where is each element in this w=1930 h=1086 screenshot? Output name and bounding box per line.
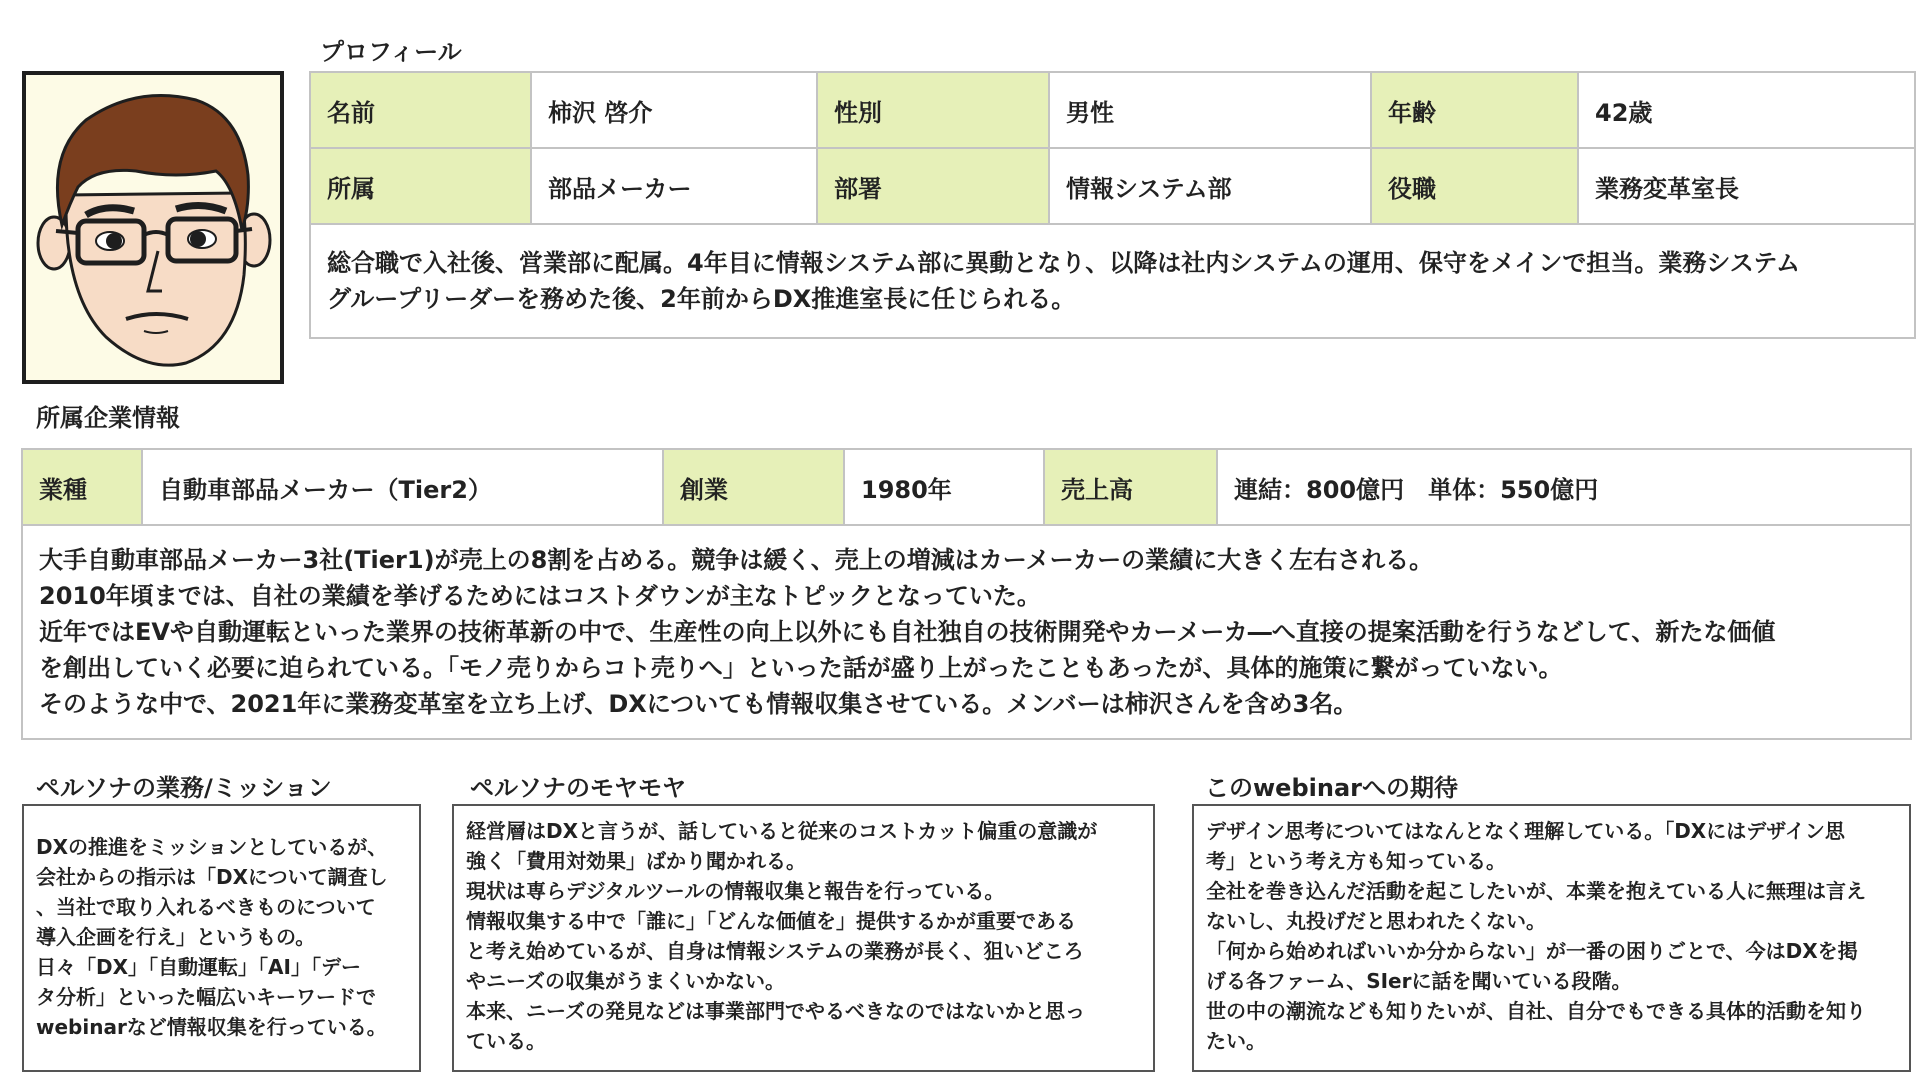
expectations-line: 世の中の潮流なども知りたいが、自社、自分でもできる具体的活動を知り [1206,999,1866,1023]
mission-box [22,804,421,1072]
company-description-line: 2010年頃までは、自社の業績を挙げるためにはコストダウンが主なトピックとなっていた。 [39,582,1041,610]
profile-description [310,224,1915,338]
industry-label: 業種 [22,449,142,525]
concerns-line: と考え始めているが、自身は情報システムの業務が長く、狙いどころ [466,939,1084,963]
company-description-line: 大手自動車部品メーカー3社(Tier1)が売上の8割を占める。競争は緩く、売上の増減はカーメーカーの業績に大きく左右される。 [39,546,1434,574]
expectations-line: デザイン思考についてはなんとなく理解している。「DXにはデザイン思 [1206,819,1845,843]
expectations-line: 全社を巻き込んだ活動を起こしたいが、本業を抱えている人に無理は言え [1206,879,1866,903]
department-label: 部署 [817,148,1049,224]
expectations-line: 考」という考え方も知っている。 [1206,849,1506,873]
mission-line: 、当社で取り入れるべきものについて [36,895,376,919]
concerns-line: ている。 [466,1029,546,1053]
concerns-line: 情報収集する中で「誰に」「どんな価値を」提供するかが重要である [466,909,1076,933]
name-value: 柿沢 啓介 [531,72,817,148]
department-value: 情報システム部 [1049,148,1371,224]
concerns-line: 本来、ニーズの発見などは事業部門でやるべきなのではないかと思っ [466,999,1085,1023]
position-value: 業務変革室長 [1578,148,1915,224]
mission-line: 導入企画を行え」というもの。 [36,925,316,949]
company-description [22,525,1911,739]
expectations-line: げる各ファーム、SIerに話を聞いている段階。 [1206,969,1632,993]
expectations-line: ないし、丸投げだと思われたくない。 [1206,909,1546,933]
gender-label: 性別 [817,72,1049,148]
founded-label: 創業 [663,449,844,525]
name-label: 名前 [310,72,531,148]
mission-line: 日々「DX」「自動運転」「AI」「デー [36,955,361,979]
expectations-heading: このwebinarへの期待 [1205,774,1458,802]
mission-heading: ペルソナの業務/ミッション [36,774,332,802]
company-heading: 所属企業情報 [36,404,180,432]
industry-value: 自動車部品メーカー（Tier2） [142,449,663,525]
profile-heading: プロフィール [320,38,462,66]
concerns-heading: ペルソナのモヤモヤ [470,774,686,802]
mission-line: webinarなど情報収集を行っている。 [36,1015,387,1039]
concerns-line: 現状は専らデジタルツールの情報収集と報告を行っている。 [466,879,1005,903]
concerns-line: 強く「費用対効果」ばかり聞かれる。 [466,849,806,873]
sales-label: 売上高 [1044,449,1217,525]
mission-line: タ分析」といった幅広いキーワードで [36,985,376,1009]
persona-face-illustration [26,75,280,380]
company-description-line: 近年ではEVや自動運転といった業界の技術革新の中で、生産性の向上以外にも自社独自の技術開発やカーメーカ―へ直接の提案活動を行うなどして、新たな価値 [39,618,1776,646]
expectations-line: たい。 [1206,1029,1266,1053]
mission-line: 会社からの指示は「DXについて調査し [36,865,388,889]
concerns-box [452,804,1155,1072]
profile-description-line: グループリーダーを務めた後、2年前からDX推進室長に任じられる。 [327,285,1076,313]
profile-description-line: 総合職で入社後、営業部に配属。4年目に情報システム部に異動となり、以降は社内システムの運用、保守をメインで担当。業務システム [327,249,1801,277]
mission-line: DXの推進をミッションとしているが、 [36,835,388,859]
affiliation-label: 所属 [310,148,531,224]
company-description-line: そのような中で、2021年に業務変革室を立ち上げ、DXについても情報収集させている。メンバーは柿沢さんを含め3名。 [39,690,1358,718]
profile-table [309,71,1916,339]
age-value: 42歳 [1578,72,1915,148]
concerns-line: 経営層はDXと言うが、話していると従来のコストカット偏重の意識が [466,819,1098,843]
sales-value: 連結：800億円 単体：550億円 [1217,449,1911,525]
expectations-box [1192,804,1911,1072]
company-table [21,448,1912,740]
position-label: 役職 [1371,148,1578,224]
founded-value: 1980年 [844,449,1044,525]
age-label: 年齢 [1371,72,1578,148]
persona-avatar [22,71,284,384]
company-description-line: を創出していく必要に迫られている。「モノ売りからコト売りへ」といった話が盛り上がったこともあったが、具体的施策に繋がっていない。 [39,654,1563,682]
gender-value: 男性 [1049,72,1371,148]
affiliation-value: 部品メーカー [531,148,817,224]
expectations-line: 「何から始めればいいか分からない」が一番の困りごとで、今はDXを掲 [1206,939,1858,963]
concerns-line: やニーズの収集がうまくいかない。 [466,969,785,993]
